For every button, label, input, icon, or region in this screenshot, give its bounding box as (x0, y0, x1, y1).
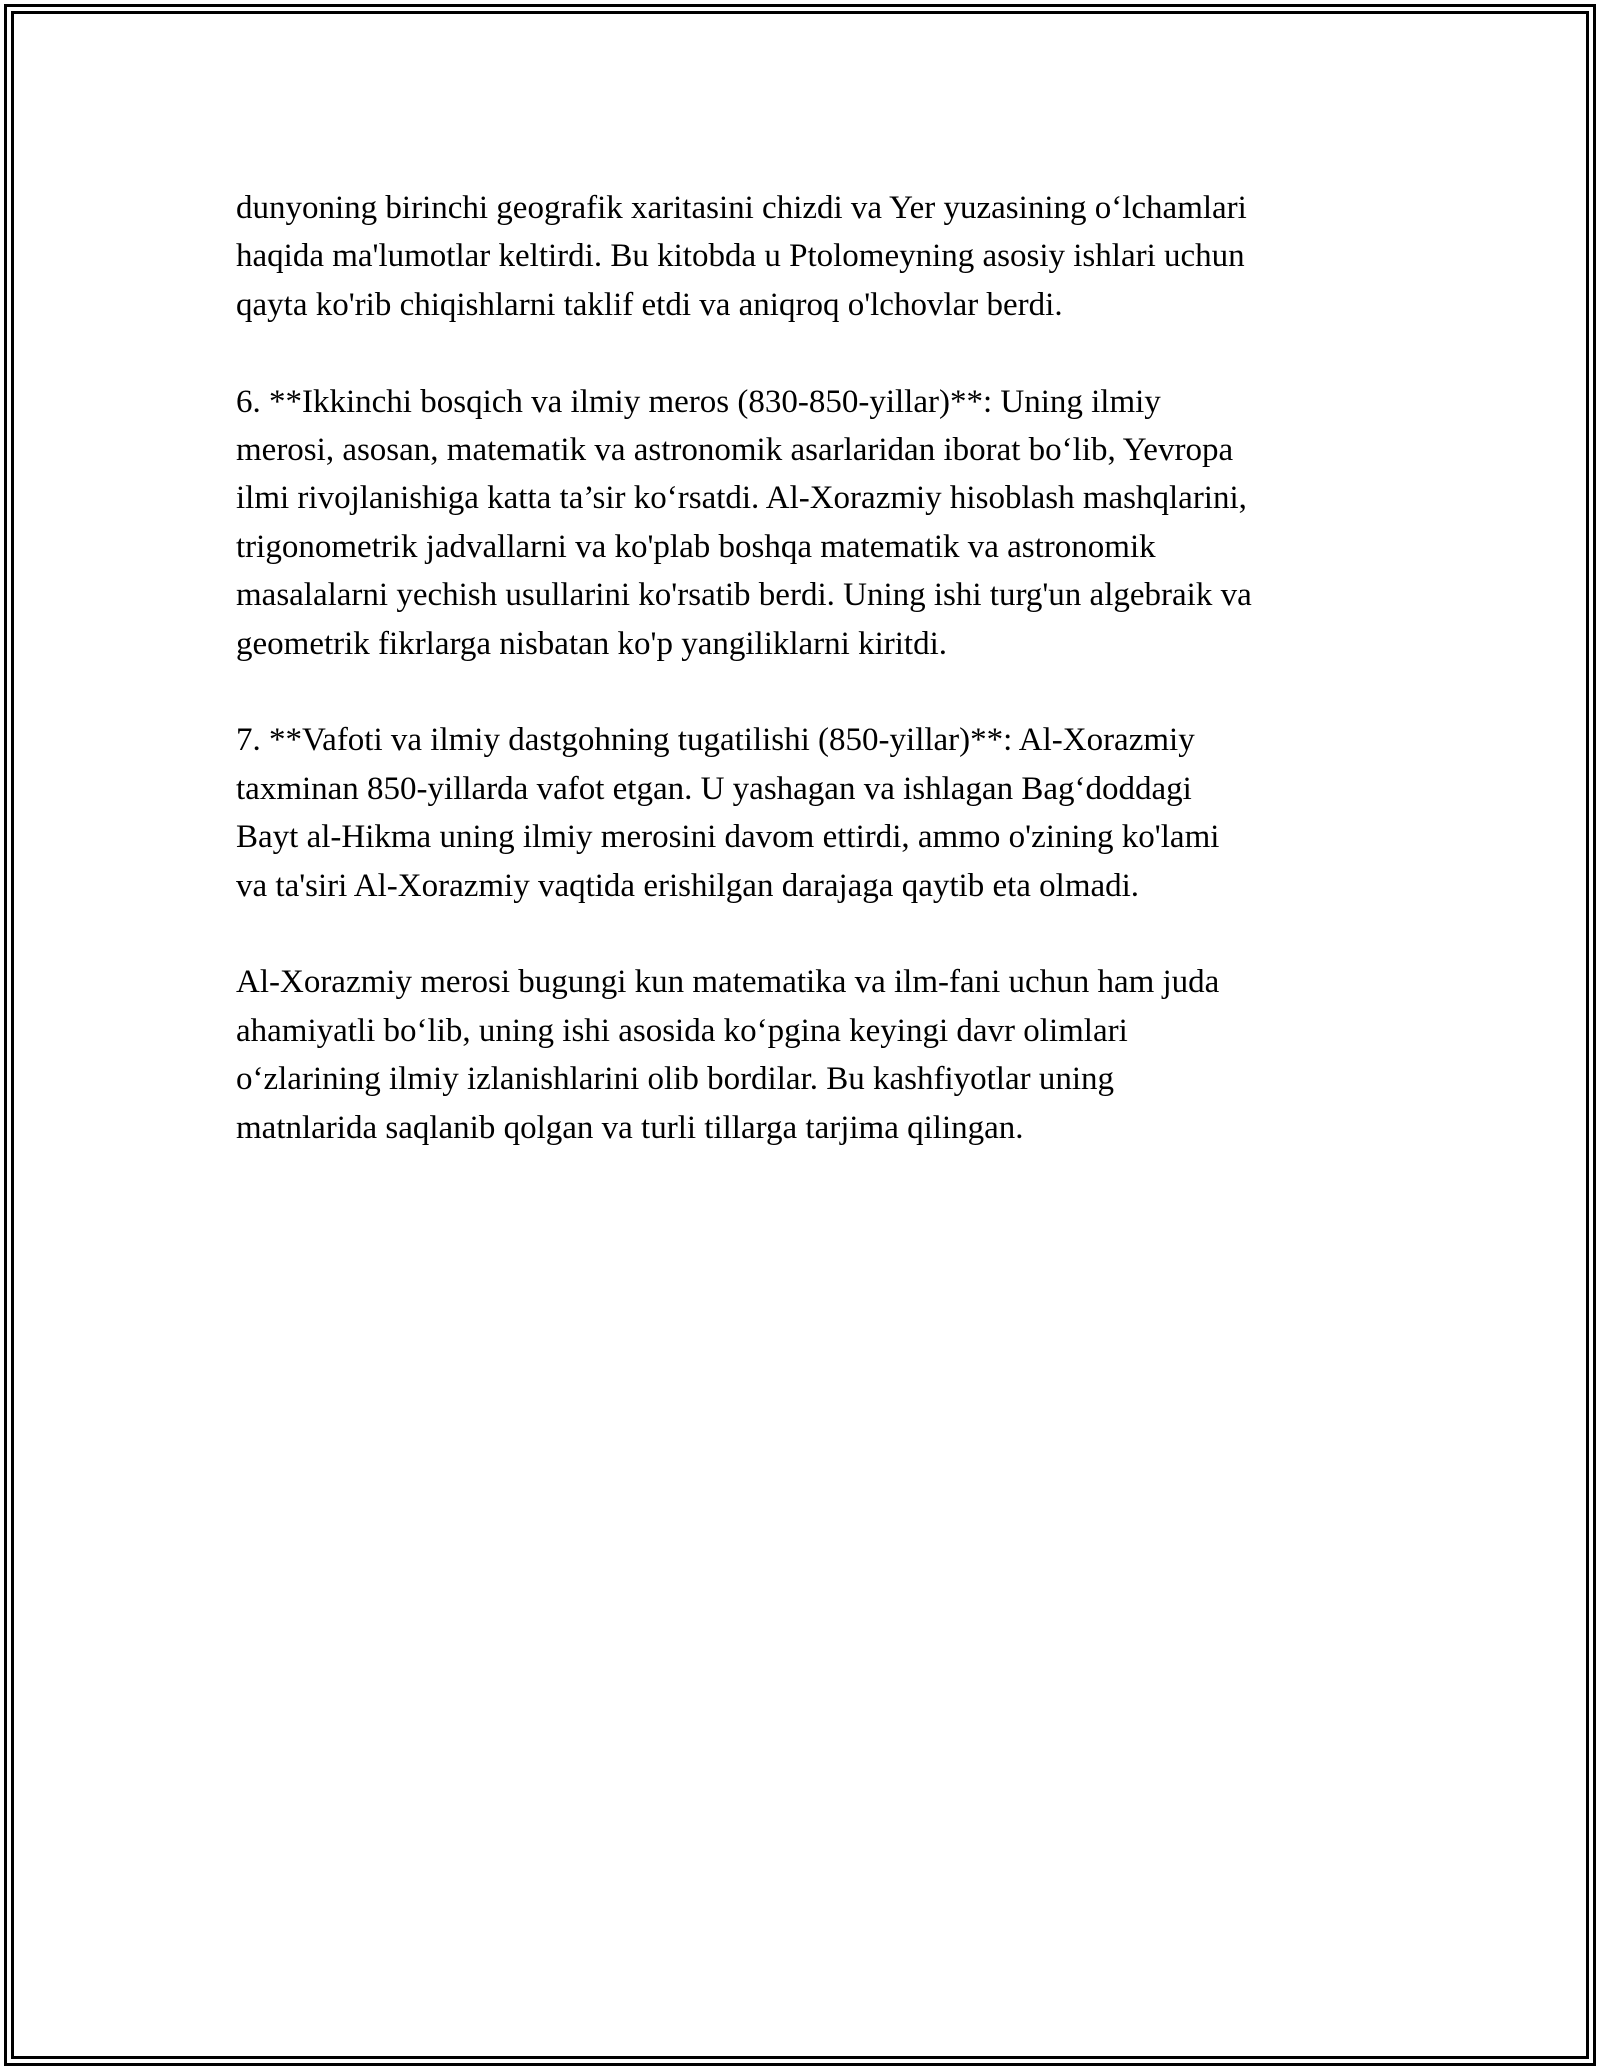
paragraph-conclusion (236, 958, 1376, 1152)
text-line: 6. **Ikkinchi bosqich va ilmiy meros (830-850-yillar)**: Uning ilmiy (236, 383, 1161, 420)
text-line: Bayt al-Hikma uning ilmiy merosini davom ettirdi, ammo o'zining ko'lami (236, 819, 1220, 856)
text-line: geometrik fikrlarga nisbatan ko'p yangiliklarni kiritdi. (236, 625, 947, 662)
text-line: va ta'siri Al-Xorazmiy vaqtida erishilgan darajaga qaytib eta olmadi. (236, 867, 1140, 904)
text-line: ahamiyatli bo‘lib, uning ishi asosida ko‘pgina keyingi davr olimlari (236, 1012, 1128, 1049)
text-line: o‘zlarining ilmiy izlanishlarini olib bordilar. Bu kashfiyotlar uning (236, 1061, 1115, 1098)
text-line: dunyoning birinchi geografik xaritasini chizdi va Yer yuzasining o‘lchamlari (236, 190, 1247, 226)
text-line: merosi, asosan, matematik va astronomik asarlaridan iborat bo‘lib, Yevropa (236, 432, 1234, 469)
text-line: qayta ko'rib chiqishlarni taklif etdi va aniqroq o'lchovlar berdi. (236, 286, 1063, 323)
text-line: masalalarni yechish usullarini ko'rsatib berdi. Uning ishi turg'un algebraik va (236, 577, 1252, 614)
text-line: taxminan 850-yillarda vafot etgan. U yashagan va ishlagan Bag‘doddagi (236, 770, 1192, 807)
document-body (236, 184, 1376, 1200)
text-line: trigonometrik jadvallarni va ko'plab boshqa matematik va astronomik (236, 528, 1156, 565)
text-line: ilmi rivojlanishiga katta ta’sir ko‘rsatdi. Al-Xorazmiy hisoblash mashqlarini, (236, 480, 1247, 517)
text-line: 7. **Vafoti va ilmiy dastgohning tugatilishi (850-yillar)**: Al-Xorazmiy (236, 722, 1195, 759)
text-line: haqida ma'lumotlar keltirdi. Bu kitobda u Ptolomeyning asosiy ishlari uchun (236, 238, 1245, 275)
paragraph-item-6 (236, 378, 1376, 668)
text-line: Al-Xorazmiy merosi bugungi kun matematika va ilm-fani uchun ham juda (236, 964, 1220, 1001)
paragraph-geography (236, 184, 1376, 329)
text-line: matnlarida saqlanib qolgan va turli tillarga tarjima qilingan. (236, 1109, 1024, 1146)
paragraph-item-7 (236, 716, 1376, 910)
